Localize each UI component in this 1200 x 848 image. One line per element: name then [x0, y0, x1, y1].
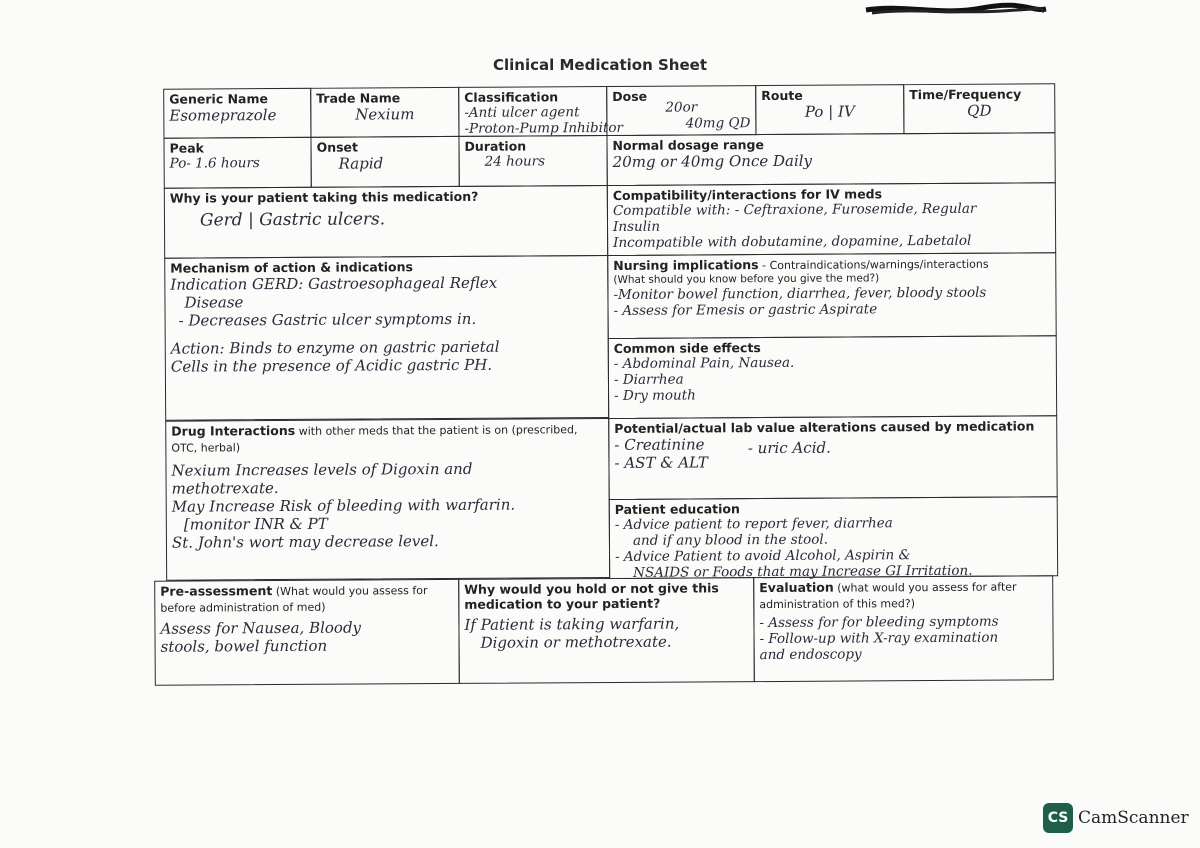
- drug-interactions-line-1: Nexium Increases levels of Digoxin and: [171, 459, 473, 480]
- drug-interactions-cell: [165, 418, 610, 581]
- pre-assessment-line-2: stools, bowel function: [160, 636, 328, 656]
- mechanism-line-4: Action: Binds to enzyme on gastric parietal: [170, 337, 500, 358]
- peak-value: Po- 1.6 hours: [169, 155, 260, 172]
- nursing-implications-sublabel: - Contraindications/warnings/interactions: [758, 257, 989, 273]
- route-value: Po | IV: [804, 102, 855, 121]
- classification-line-2: -Proton-Pump Inhibitor: [464, 119, 624, 137]
- nursing-implications-line-1: -Monitor bowel function, diarrhea, fever, bloody stools: [613, 284, 987, 303]
- nursing-implications-label: [613, 255, 1050, 274]
- pre-assessment-sublabel: (What would you assess for before administration of med): [160, 584, 428, 615]
- lab-alterations-cell: [608, 415, 1057, 500]
- lab-col-2: [748, 435, 831, 472]
- camscanner-logo-icon: CS: [1043, 803, 1073, 833]
- time-frequency-value: QD: [967, 101, 992, 120]
- evaluation-title: Evaluation: [759, 579, 834, 596]
- redacted-scribble: [862, 2, 1048, 18]
- normal-dosage-cell: [606, 132, 1055, 186]
- drug-interactions-sublabel: with other meds that the patient is on (prescribed, OTC, herbal): [171, 423, 578, 455]
- evaluation-line-3: and endoscopy: [759, 646, 862, 664]
- evaluation-cell: [753, 575, 1054, 682]
- mechanism-line-5: Cells in the presence of Acidic gastric PH.: [170, 355, 493, 376]
- patient-education-line-3: - Advice Patient to avoid Alcohol, Aspirin &: [614, 547, 911, 565]
- pre-assessment-label: [160, 582, 453, 616]
- mechanism-line-2: Disease: [184, 293, 244, 312]
- generic-name-value: Esomeprazole: [169, 106, 277, 125]
- generic-name-label: Generic Name: [169, 91, 269, 107]
- route-cell: [755, 84, 904, 135]
- duration-value: 24 hours: [484, 153, 546, 170]
- side-effects-line-3: - Dry mouth: [614, 387, 696, 404]
- generic-name-cell: [163, 88, 311, 139]
- peak-label: Peak: [169, 140, 204, 156]
- time-frequency-label: Time/Frequency: [909, 86, 1022, 103]
- trade-name-value: Nexium: [355, 105, 415, 124]
- dose-line-1: 20or: [665, 99, 698, 116]
- compatibility-line-3: Incompatible with dobutamine, dopamine, Labetalol: [613, 232, 972, 251]
- duration-label: Duration: [464, 138, 527, 154]
- peak-cell: [163, 137, 311, 189]
- trade-name-cell: [310, 87, 459, 138]
- side-effects-line-2: - Diarrhea: [613, 371, 684, 388]
- classification-cell: [458, 86, 624, 137]
- nursing-implications-title: Nursing implications: [613, 257, 759, 273]
- camscanner-watermark: [1043, 803, 1189, 833]
- onset-cell: [310, 136, 459, 188]
- side-effects-label: Common side effects: [613, 340, 761, 356]
- route-label: Route: [761, 87, 803, 104]
- nursing-implications-cell: [607, 252, 1057, 339]
- patient-education-line-2: and if any blood in the stool.: [632, 531, 829, 549]
- compatibility-line-2: Insulin: [612, 218, 661, 235]
- normal-dosage-value: 20mg or 40mg Once Daily: [612, 151, 813, 171]
- side-effects-line-1: - Abdominal Pain, Nausea.: [613, 354, 795, 372]
- patient-education-label: Patient education: [614, 501, 740, 517]
- patient-education-line-4: NSAIDS or Foods that may Increase GI Irritation.: [633, 562, 973, 581]
- duration-cell: [458, 135, 607, 187]
- nursing-implications-question: (What should you know before you give the med?): [613, 272, 880, 286]
- drug-interactions-label: [171, 421, 603, 456]
- dose-cell: [606, 85, 756, 136]
- drug-interactions-line-3: May Increase Risk of bleeding with warfarin.: [171, 495, 516, 516]
- patient-education-cell: [609, 496, 1058, 579]
- side-effects-cell: [608, 335, 1057, 419]
- page-title: Clinical Medication Sheet: [493, 56, 707, 74]
- trade-name-label: Trade Name: [316, 90, 401, 106]
- mechanism-line-3: - Decreases Gastric ulcer symptoms in.: [178, 309, 477, 330]
- onset-value: Rapid: [338, 154, 384, 173]
- hold-reason-line-1: If Patient is taking warfarin,: [464, 614, 680, 634]
- dose-line-2: 40mg QD: [685, 115, 751, 132]
- hold-reason-label: Why would you hold or not give this medication to your patient?: [464, 580, 719, 612]
- drug-interactions-line-5: St. John's wort may decrease level.: [171, 532, 439, 552]
- mechanism-line-1: Indication GERD: Gastroesophageal Reflex: [170, 273, 498, 294]
- drug-interactions-line-4: [monitor INR & PT: [183, 514, 328, 534]
- drug-interactions-line-2: methotrexate.: [171, 479, 279, 498]
- lab-col1-line-1: - Creatinine: [614, 435, 705, 454]
- medication-table: [151, 83, 1065, 689]
- lab-alterations-label: Potential/actual lab value alterations caused by medication: [614, 418, 1035, 436]
- why-taking-label: Why is your patient taking this medication?: [169, 188, 479, 206]
- mechanism-cell: [164, 255, 609, 421]
- pre-assessment-cell: [154, 579, 460, 686]
- evaluation-line-1: - Assess for for bleeding symptoms: [759, 613, 999, 632]
- compatibility-line-1: Compatible with: - Ceftraxione, Furosemide, Regular: [612, 200, 977, 219]
- evaluation-label: [759, 578, 1047, 612]
- hold-reason-line-2: Digoxin or methotrexate.: [480, 632, 672, 652]
- nursing-implications-line-2: - Assess for Emesis or gastric Aspirate: [613, 301, 878, 319]
- onset-label: Onset: [316, 139, 359, 155]
- classification-line-1: -Anti ulcer agent: [464, 104, 580, 121]
- lab-col1-line-2: - AST & ALT: [614, 453, 708, 472]
- lab-alterations-values: [614, 433, 1051, 472]
- time-frequency-cell: [903, 83, 1055, 134]
- dose-label: Dose: [612, 88, 648, 104]
- hold-reason-cell: [458, 577, 755, 684]
- camscanner-text: CamScanner: [1078, 808, 1189, 828]
- lab-col-1: [614, 435, 708, 472]
- why-taking-value: Gerd | Gastric ulcers.: [199, 209, 386, 231]
- lab-col2-line-1: - uric Acid.: [747, 438, 831, 458]
- compatibility-label: Compatibility/interactions for IV meds: [612, 186, 883, 203]
- pre-assessment-title: Pre-assessment: [160, 583, 273, 599]
- mechanism-label: Mechanism of action & indications: [170, 259, 414, 276]
- why-taking-cell: [164, 185, 608, 259]
- classification-label: Classification: [464, 89, 559, 105]
- drug-interactions-title: Drug Interactions: [171, 422, 296, 439]
- evaluation-sublabel: (what would you assess for after administration of this med?): [759, 580, 1017, 612]
- patient-education-line-1: - Advice patient to report fever, diarrhea: [614, 515, 893, 533]
- evaluation-line-2: - Follow-up with X-ray examination: [759, 629, 999, 648]
- compatibility-cell: [607, 182, 1056, 256]
- pre-assessment-line-1: Assess for Nausea, Bloody: [160, 618, 362, 638]
- normal-dosage-label: Normal dosage range: [612, 137, 765, 153]
